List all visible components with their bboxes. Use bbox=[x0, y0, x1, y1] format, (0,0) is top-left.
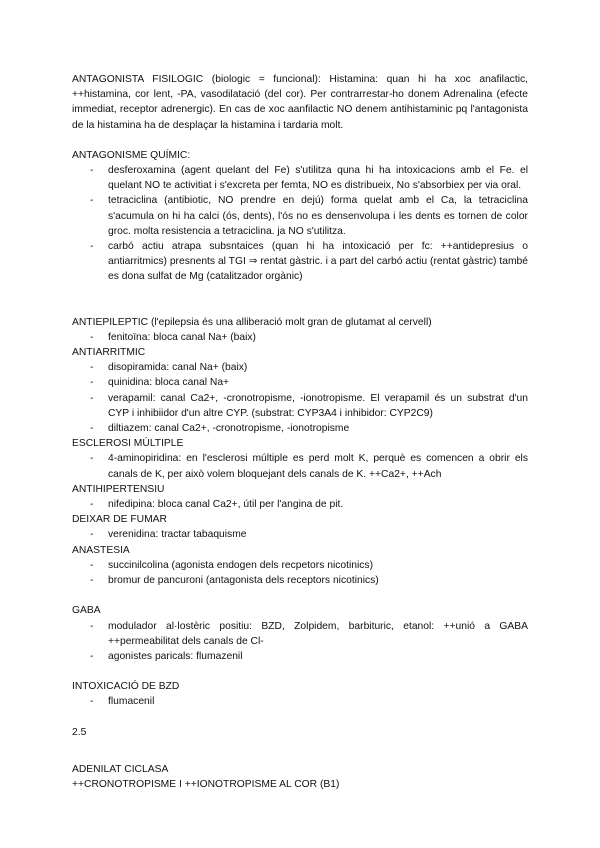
list-antihipertensiu bbox=[72, 497, 528, 512]
heading-adenilat-ciclasa: ADENILAT CICLASA bbox=[72, 763, 169, 775]
list-item: - fenitoïna: bloca canal Na+ (baix) bbox=[72, 330, 528, 345]
heading-intoxicacio-bzd: INTOXICACIÓ DE BZD bbox=[72, 681, 180, 693]
list-item: - succinilcolina (agonista endogen dels recpetors nicotinics) bbox=[72, 558, 528, 573]
list-item: - agonistes paricals: flumazenil bbox=[72, 649, 528, 664]
list-item: - disopiramida: canal Na+ (baix) bbox=[72, 360, 528, 375]
list-deixar-de-fumar bbox=[72, 527, 528, 542]
adenilat-line: ++CRONOTROPISME I ++IONOTROPISME AL COR (B1) bbox=[72, 778, 340, 790]
heading-anastesia: ANASTESIA bbox=[72, 544, 130, 556]
list-item: - carbó actiu atrapa subsntaices (quan hi ha intoxicació per fc: ++antidepresius o antiarritmics) presnents al TGI ⇒ rentat gàstric. i a part del carbó actiu (rentat gàstric) també es dona sulfat de Mg (catalitzador orgànic) bbox=[72, 239, 528, 285]
list-item: - verenidina: tractar tabaquisme bbox=[72, 527, 528, 542]
list-antagonisme-quimic bbox=[72, 163, 528, 285]
list-item: - quinidina: bloca canal Na+ bbox=[72, 375, 528, 390]
section-number: 2.5 bbox=[72, 726, 87, 738]
list-esclerosi-multiple bbox=[72, 451, 528, 481]
intro-paragraph: ANTAGONISTA FISILOGIC (biologic = funcional): Histamina: quan hi ha xoc anafilactic, ++histamina, cor lent, -PA, vasodilatació (del cor). Per contrarrestar-ho donem Adrenalina (efecte immediat, receptor adrenergic). En cas de xoc aanfilactic NO denem antihistaminic pq l'antagonista de la histamina ha de desplaçar la histamina i tardaria molt. bbox=[72, 74, 528, 131]
list-item: - tetraciclina (antibiotic, NO prendre en dejú) forma quelat amb el Ca, la tetraciclina s'acumula on hi ha calci (ós, dents), l'ós no es densenvolupa i les dents es tornen de color groc. molta resistencia a tetraciclina. ja NO s'utilitza. bbox=[72, 193, 528, 239]
heading-antihipertensiu: ANTIHIPERTENSIU bbox=[72, 483, 165, 495]
list-antiepileptic bbox=[72, 330, 528, 345]
heading-antagonisme-quimic: ANTAGONISME QUÍMIC: bbox=[72, 149, 191, 161]
list-anastesia bbox=[72, 558, 528, 588]
list-item: - modulador al·lostèric positiu: BZD, Zolpidem, barbituric, etanol: ++unió a GABA ++permeabilitat dels canals de Cl- bbox=[72, 619, 528, 649]
heading-esclerosi-multiple: ESCLEROSI MÚLTIPLE bbox=[72, 438, 184, 450]
heading-antiarritmic: ANTIARRITMIC bbox=[72, 347, 146, 359]
heading-deixar-de-fumar: DEIXAR DE FUMAR bbox=[72, 514, 167, 526]
heading-antiepileptic: ANTIEPILEPTIC (l'epilepsia és una alliberació molt gran de glutamat al cervell) bbox=[72, 316, 432, 328]
list-item: - flumacenil bbox=[72, 694, 528, 709]
document-page bbox=[72, 72, 528, 792]
list-item: - diltiazem: canal Ca2+, -cronotropisme, -ionotropisme bbox=[72, 421, 528, 436]
list-intoxicacio-bzd bbox=[72, 694, 528, 709]
list-item: - 4-aminopiridina: en l'esclerosi múltiple es perd molt K, perquè es comencen a obrir els canals de K, per això volem bloquejant dels canals de K. ++Ca2+, ++Ach bbox=[72, 451, 528, 481]
list-antiarritmic bbox=[72, 360, 528, 436]
heading-gaba: GABA bbox=[72, 605, 101, 617]
list-item: - bromur de pancuroni (antagonista dels receptors nicotinics) bbox=[72, 573, 528, 588]
list-gaba bbox=[72, 619, 528, 665]
list-item: - nifedipina: bloca canal Ca2+, útil per l'angina de pit. bbox=[72, 497, 528, 512]
list-item: - verapamil: canal Ca2+, -cronotropisme, -ionotropisme. El verapamil és un substrat d'un CYP i inhibiidor d'un altre CYP. (substrat: CYP3A4 i inhibidor: CYP2C9) bbox=[72, 391, 528, 421]
list-item: - desferoxamina (agent quelant del Fe) s'utilitza quna hi ha intoxicacions amb el Fe. el quelant NO te activitiat i s'excreta per femta, NO es distribueix, No s'absorbiex per via oral. bbox=[72, 163, 528, 193]
